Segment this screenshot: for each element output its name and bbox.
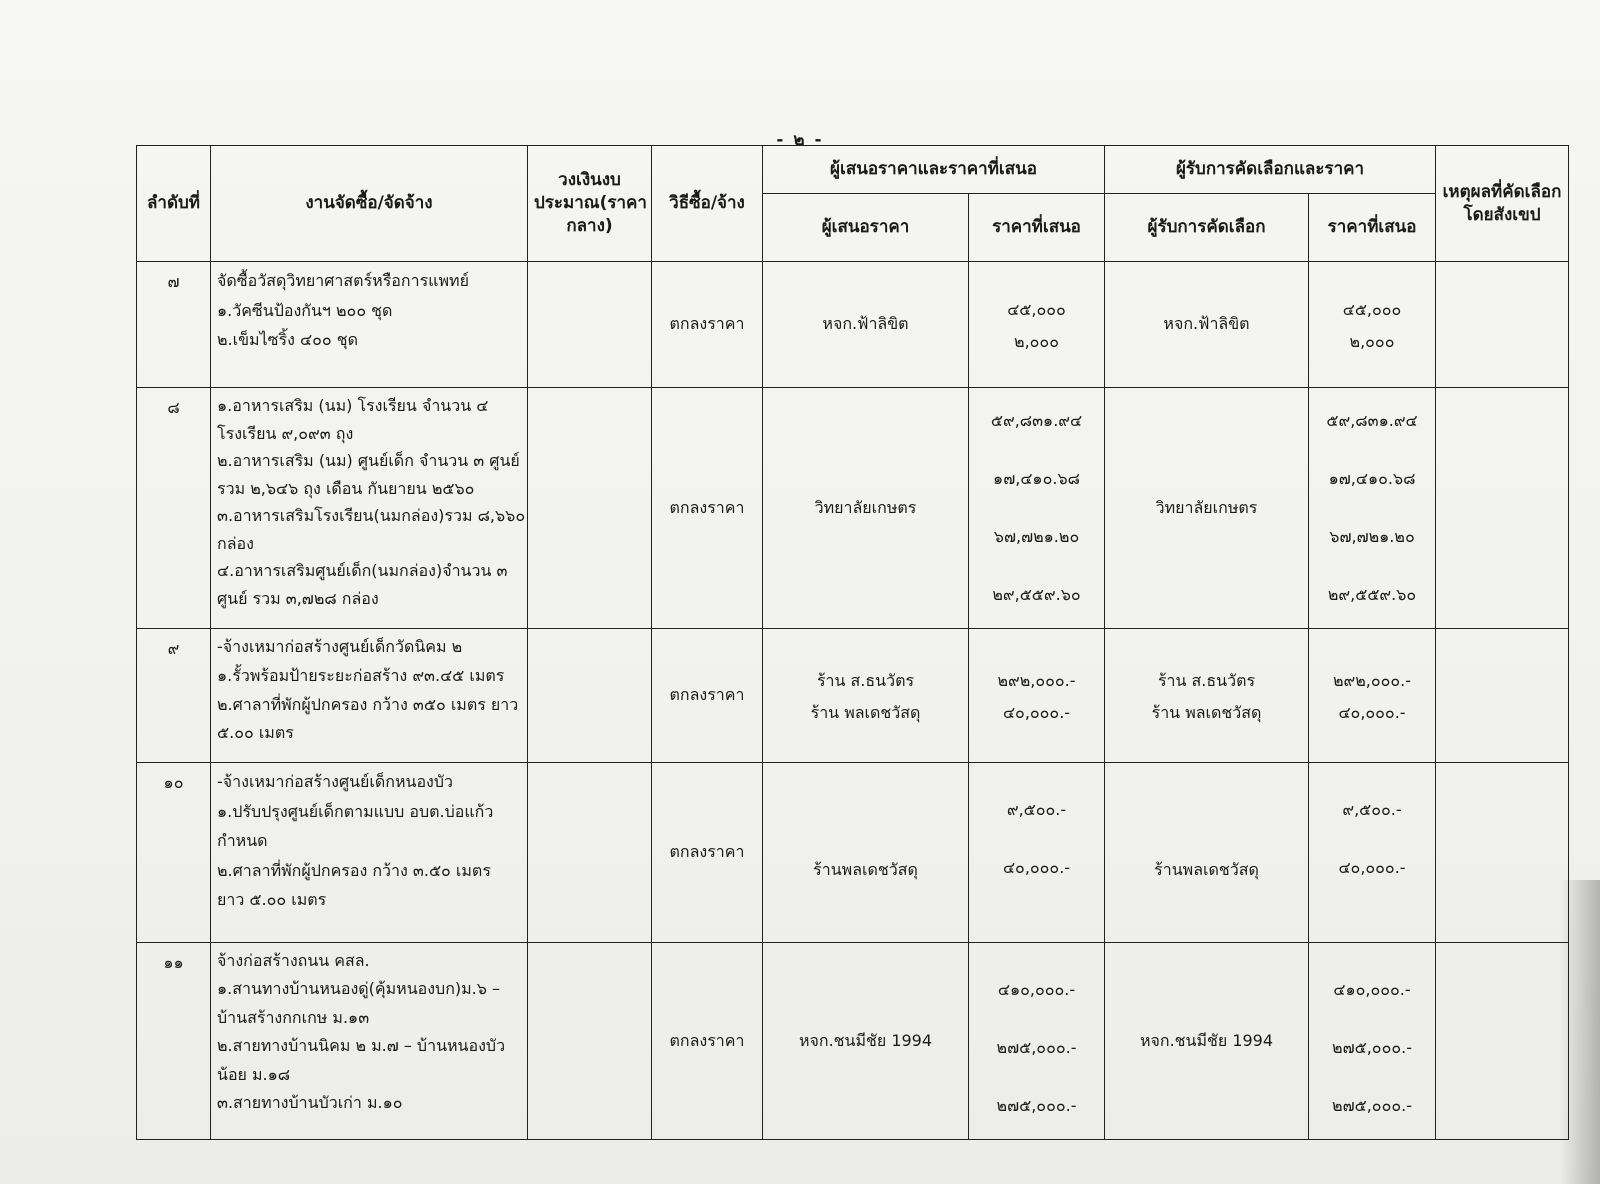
work-description [211,943,528,1140]
bidder-name: ร้าน พลเดชวัสดุ [810,702,921,722]
method-cell: ตกลงราคา [652,388,763,629]
selected-price-cell [1309,763,1436,943]
row-number: ๙ [137,629,211,763]
bid-price: ๖๗,๗๒๑.๒๐ [993,527,1080,546]
work-line: ๒.ศาลาที่พักผู้ปกครอง กว้าง ๓.๕๐ เมตร [217,860,491,880]
bid-price-cell [969,262,1105,388]
work-description [211,763,528,943]
budget-cell [528,629,652,763]
bid-price: ๔๑๐,๐๐๐.- [997,980,1076,999]
bid-price: ๔๐,๐๐๐.- [1002,858,1071,877]
work-line: ๑.วัคซีนป้องกันฯ ๒๐๐ ชุด [217,300,393,320]
reason-cell [1436,763,1569,943]
header-selected: ผู้รับการคัดเลือก [1105,194,1309,262]
selected-price: ๑๗,๔๑๐.๖๘ [1328,469,1416,488]
bid-price: ๒๙,๕๕๙.๖๐ [992,585,1081,604]
bidder-cell: หจก.ฟ้าลิขิต [763,262,969,388]
work-line: ๓.อาหารเสริมโรงเรียน(นมกล่อง)รวม ๘,๖๖๐ [217,506,526,526]
header-method: วิธีซื้อ/จ้าง [652,146,763,262]
bidder-cell: ร้านพลเดชวัสดุ [763,763,969,943]
selected-price: ๔๐,๐๐๐.- [1338,702,1406,722]
work-line: -จ้างเหมาก่อสร้างศูนย์เด็กหนองบัว [217,772,454,791]
bid-price: ๒๗๕,๐๐๐.- [996,1038,1077,1057]
selected-cell: วิทยาลัยเกษตร [1105,388,1309,629]
selected-price: ๒๙๒,๐๐๐.- [1332,670,1412,690]
work-line: ๕.๐๐ เมตร [217,723,294,743]
selected-price: ๒๗๕,๐๐๐.- [1332,1096,1412,1115]
work-line: ศูนย์ รวม ๓,๗๒๘ กล่อง [217,588,379,608]
method-cell: ตกลงราคา [652,763,763,943]
budget-cell [528,262,652,388]
header-bidder: ผู้เสนอราคา [763,194,969,262]
bidder-cell [763,629,969,763]
table-row [137,763,1569,943]
work-line: กำหนด [217,831,268,851]
selected-cell: ร้านพลเดชวัสดุ [1105,763,1309,943]
work-description [211,262,528,388]
procurement-table [136,145,1569,1140]
budget-cell [528,943,652,1140]
table-row [137,629,1569,763]
bid-price-cell [969,943,1105,1140]
bid-price: ๒๙๒,๐๐๐.- [997,670,1076,690]
work-line: ๒.เข็มไซริ้ง ๔๐๐ ชุด [217,330,358,350]
selected-price: ๒๗๕,๐๐๐.- [1332,1038,1412,1057]
reason-cell [1436,262,1569,388]
bidder-cell: วิทยาลัยเกษตร [763,388,969,629]
header-reason: เหตุผลที่คัดเลือกโดยสังเขป [1436,146,1569,262]
selected-price: ๒,๐๐๐ [1349,331,1395,351]
work-line: ยาว ๕.๐๐ เมตร [217,890,327,910]
budget-cell [528,763,652,943]
bid-price: ๑๗,๔๑๐.๖๘ [993,469,1080,488]
method-cell: ตกลงราคา [652,262,763,388]
selected-name: ร้าน พลเดชวัสดุ [1151,702,1262,722]
selected-cell: หจก.ฟ้าลิขิต [1105,262,1309,388]
selected-price: ๔๐,๐๐๐.- [1338,858,1406,877]
work-line: บ้านสร้างกกเกษ ม.๑๓ [217,1007,370,1027]
bidder-cell: หจก.ชนมีชัย 1994 [763,943,969,1140]
bid-price-cell [969,388,1105,629]
work-line: ๔.อาหารเสริมศูนย์เด็ก(นมกล่อง)จำนวน ๓ [217,561,508,581]
selected-price: ๖๗,๗๒๑.๒๐ [1329,527,1415,546]
header-selected-price: ราคาที่เสนอ [1309,194,1436,262]
work-line: โรงเรียน ๙,๐๙๓ ถุง [217,423,354,443]
work-line: ๒.อาหารเสริม (นม) ศูนย์เด็ก จำนวน ๓ ศูนย์ [217,451,520,471]
bidder-name: ร้าน ส.ธนวัตร [816,670,915,690]
work-line: ๑.ปรับปรุงศูนย์เด็กตามแบบ อบต.บ่อแก้ว [217,801,494,821]
bid-price: ๔๕,๐๐๐ [1007,299,1066,319]
header-bidders-group: ผู้เสนอราคาและราคาที่เสนอ [763,146,1105,194]
row-number: ๑๐ [137,763,211,943]
budget-cell [528,388,652,629]
selected-price: ๙,๕๐๐.- [1342,800,1402,819]
bid-price: ๒,๐๐๐ [1014,331,1059,351]
bid-price-cell [969,629,1105,763]
selected-name: ร้าน ส.ธนวัตร [1157,670,1256,690]
row-number: ๗ [137,262,211,388]
reason-cell [1436,388,1569,629]
row-number: ๑๑ [137,943,211,1140]
bid-price: ๙,๕๐๐.- [1006,800,1067,819]
selected-price-cell [1309,629,1436,763]
work-line: ๑.สานทางบ้านหนองดู่(คุ้มหนองบก)ม.๖ – [217,979,501,999]
selected-price-cell [1309,388,1436,629]
selected-cell: หจก.ชนมีชัย 1994 [1105,943,1309,1140]
work-line: จ้างก่อสร้างถนน คสล. [217,951,370,970]
selected-price: ๕๙,๘๓๑.๙๔ [1326,411,1418,430]
table-row [137,388,1569,629]
table-row [137,943,1569,1140]
bid-price: ๕๙,๘๓๑.๙๔ [990,411,1083,430]
bid-price: ๔๐,๐๐๐.- [1002,702,1071,722]
work-line: น้อย ม.๑๘ [217,1064,291,1084]
bid-price: ๒๗๕,๐๐๐.- [996,1096,1077,1115]
work-description [211,388,528,629]
work-line: ๒.สายทางบ้านนิคม ๒ ม.๗ – บ้านหนองบัว [217,1036,506,1056]
header-no: ลำดับที่ [137,146,211,262]
selected-price: ๔๕,๐๐๐ [1342,299,1402,319]
reason-cell [1436,943,1569,1140]
selected-price-cell [1309,262,1436,388]
reason-cell [1436,629,1569,763]
selected-cell [1105,629,1309,763]
header-selected-group: ผู้รับการคัดเลือกและราคา [1105,146,1436,194]
work-line: -จ้างเหมาก่อสร้างศูนย์เด็กวัดนิคม ๒ [217,637,463,656]
selected-price: ๒๙,๕๕๙.๖๐ [1327,585,1417,604]
bid-price-cell [969,763,1105,943]
work-line: จัดซื้อวัสดุวิทยาศาสตร์หรือการแพทย์ [217,271,469,290]
work-line: ๓.สายทางบ้านบัวเก่า ม.๑๐ [217,1093,403,1113]
page-number: - ๒ - [776,130,824,150]
header-bid-price: ราคาที่เสนอ [969,194,1105,262]
work-line: รวม ๒,๖๔๖ ถุง เดือน กันยายน ๒๕๖๐ [217,478,475,498]
table-row [137,262,1569,388]
work-line: ๑.อาหารเสริม (นม) โรงเรียน จำนวน ๔ [217,396,489,415]
method-cell: ตกลงราคา [652,629,763,763]
row-number: ๘ [137,388,211,629]
selected-price-cell [1309,943,1436,1140]
selected-price: ๔๑๐,๐๐๐.- [1333,980,1411,999]
method-cell: ตกลงราคา [652,943,763,1140]
work-description [211,629,528,763]
header-budget: วงเงินงบประมาณ(ราคากลาง) [528,146,652,262]
work-line: ๒.ศาลาที่พักผู้ปกครอง กว้าง ๓๕๐ เมตร ยาว [217,694,519,714]
work-line: ๑.รั้วพร้อมป้ายระยะก่อสร้าง ๙๓.๔๕ เมตร [217,665,505,685]
header-work: งานจัดซื้อ/จัดจ้าง [211,146,528,262]
work-line: กล่อง [217,533,254,553]
